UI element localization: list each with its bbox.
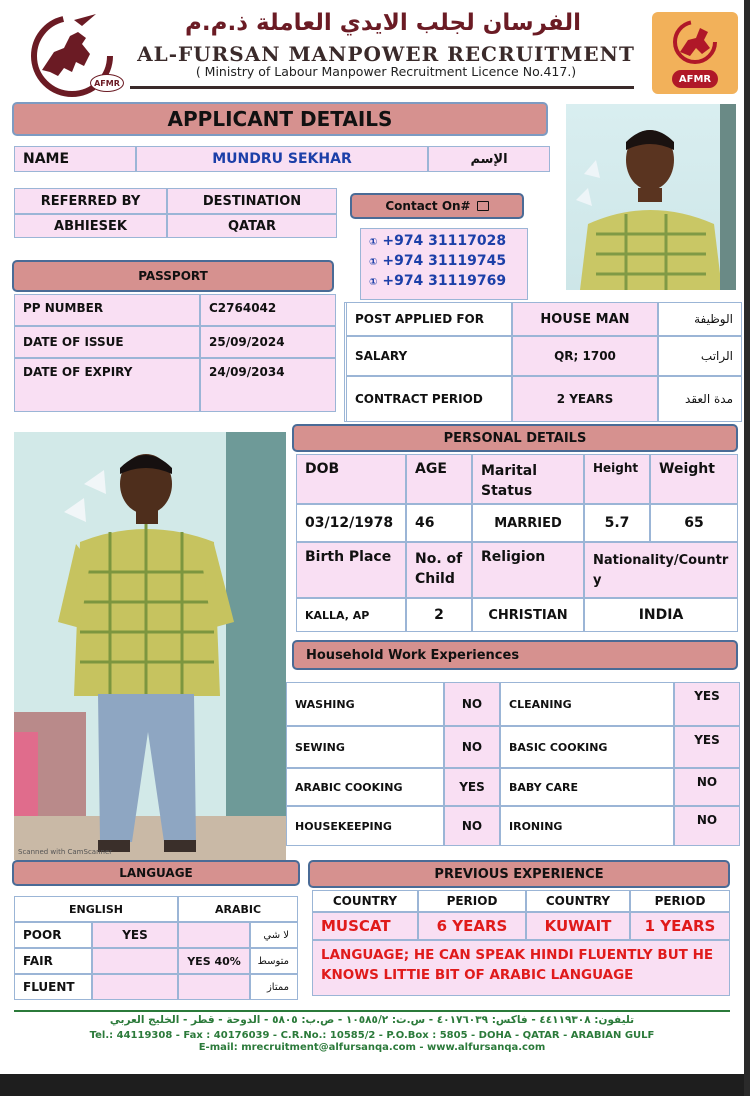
company-logo-left [24,10,128,98]
contract-period-label: CONTRACT PERIOD [346,376,512,422]
housekeeping-label: HOUSEKEEPING [286,806,444,846]
washing-label: WASHING [286,682,444,726]
dob-value: 03/12/1978 [296,504,406,542]
birth-place-value: KALLA, AP [296,598,406,632]
weight-value: 65 [650,504,738,542]
licence-line: ( Ministry of Labour Manpower Recruitment Licence No.417.) [195,64,577,79]
pp-number-value: C2764042 [200,294,336,326]
contact-number-2[interactable]: ① +974 31119745 [369,253,507,269]
contract-period-value: 2 YEARS [512,376,658,422]
ironing-value: NO [674,806,740,846]
fair-english-value [92,948,178,974]
salary-arabic: الراتب [658,336,742,376]
footer-english-contact: Tel.: 44119308 - Fax : 40176039 - C.R.No.: 10585/2 - P.O.Box : 5805 - DOHA - QATAR - ARABIAN GULF [89,1030,655,1041]
contact-number-1[interactable]: ① +974 31117028 [369,233,507,249]
post-applied-label: POST APPLIED FOR [346,302,512,336]
prev-period-value-1: 6 YEARS [418,912,526,940]
referred-by-label: REFERRED BY [14,188,167,214]
height-label: Height [584,454,650,504]
english-column-header: ENGLISH [14,896,178,922]
pp-number-label: PP NUMBER [14,294,200,326]
previous-experience-header: PREVIOUS EXPERIENCE [308,860,730,888]
household-header: Household Work Experiences [292,640,738,670]
letterhead [0,0,750,100]
baby-care-label: BABY CARE [500,768,674,806]
contact-header [350,193,524,219]
cleaning-value: YES [674,682,740,726]
name-value: MUNDRU SEKHAR [136,146,428,172]
name-arabic-label: الإسم [428,146,550,172]
fluent-arabic-label: ممتاز [250,974,298,1000]
company-logo-right [652,12,738,94]
logo-badge-left: AFMR [90,74,124,92]
poor-arabic-label: لا شي [250,922,298,948]
nationality-label: Nationality/Country [584,542,738,598]
post-applied-arabic: الوظيفة [658,302,742,336]
phone-card-icon [477,201,489,211]
no-of-child-value: 2 [406,598,472,632]
birth-place-label: Birth Place [296,542,406,598]
post-applied-value: HOUSE MAN [512,302,658,336]
arabic-column-header: ARABIC [178,896,298,922]
arabic-cooking-label: ARABIC COOKING [286,768,444,806]
nationality-value: INDIA [584,598,738,632]
prev-country-header-1: COUNTRY [312,890,418,912]
fluent-label: FLUENT [14,974,92,1000]
arabic-cooking-value: YES [444,768,500,806]
religion-value: CHRISTIAN [472,598,584,632]
applicant-portrait-photo [566,104,736,290]
arabic-company-name: الفرسان لجلب الايدي العاملة ذ.م.م [185,10,581,36]
salary-label: SALARY [346,336,512,376]
date-of-issue-value: 25/09/2024 [200,326,336,358]
prev-period-value-2: 1 YEARS [630,912,730,940]
age-value: 46 [406,504,472,542]
date-of-issue-label: DATE OF ISSUE [14,326,200,358]
passport-header: PASSPORT [12,260,334,292]
contract-period-arabic: مدة العقد [658,376,742,422]
baby-care-value: NO [674,768,740,806]
fair-label: FAIR [14,948,92,974]
poor-english-value: YES [92,922,178,948]
fluent-english-value [92,974,178,1000]
sewing-label: SEWING [286,726,444,768]
age-label: AGE [406,454,472,504]
ironing-label: IRONING [500,806,674,846]
prev-country-value-1: MUSCAT [312,912,418,940]
header-rule [130,86,634,89]
english-company-name: AL-FURSAN MANPOWER RECRUITMENT [137,42,635,66]
fair-arabic-value: YES 40% [178,948,250,974]
language-header: LANGUAGE [12,860,300,886]
scanner-watermark: Scanned with CamScanner [18,848,113,856]
footer-rule [14,1010,730,1012]
date-of-expiry-value: 24/09/2034 [200,358,336,412]
referred-by-value: ABHIESEK [14,214,167,238]
fluent-arabic-value [178,974,250,1000]
right-border [744,0,750,1096]
poor-arabic-value [178,922,250,948]
weight-label: Weight [650,454,738,504]
prev-country-value-2: KUWAIT [526,912,630,940]
washing-value: NO [444,682,500,726]
salary-value: QR; 1700 [512,336,658,376]
destination-value: QATAR [167,214,337,238]
contact-number-3[interactable]: ① +974 31119769 [369,273,507,289]
personal-details-header: PERSONAL DETAILS [292,424,738,452]
name-label: NAME [14,146,136,172]
prev-country-header-2: COUNTRY [526,890,630,912]
logo-badge-right: AFMR [672,70,718,88]
marital-status-value: MARRIED [472,504,584,542]
dob-label: DOB [296,454,406,504]
cleaning-label: CLEANING [500,682,674,726]
contact-label: Contact On# [385,199,471,213]
prev-period-header-2: PERIOD [630,890,730,912]
basic-cooking-label: BASIC COOKING [500,726,674,768]
housekeeping-value: NO [444,806,500,846]
poor-label: POOR [14,922,92,948]
bottom-border [0,1074,750,1096]
date-of-expiry-label: DATE OF EXPIRY [14,358,200,412]
page-title: APPLICANT DETAILS [12,102,548,136]
basic-cooking-value: YES [674,726,740,768]
prev-period-header-1: PERIOD [418,890,526,912]
footer-email: E-mail: mrecruitment@alfursanqa.com - www.alfursanqa.com [198,1042,546,1053]
height-value: 5.7 [584,504,650,542]
applicant-full-body-photo [14,432,286,860]
no-of-child-label: No. of Child [406,542,472,598]
marital-status-label: Marital Status [472,454,584,504]
religion-label: Religion [472,542,584,598]
sewing-value: NO [444,726,500,768]
horse-rider-icon [652,12,738,72]
language-note: LANGUAGE; HE CAN SPEAK HINDI FLUENTLY BUT HE KNOWS LITTIE BIT OF ARABIC LANGUAGE [312,940,730,996]
contact-numbers-box [360,228,528,300]
fair-arabic-label: متوسط [250,948,298,974]
destination-label: DESTINATION [167,188,337,214]
footer-arabic-contact: تليفون: ٤٤١١٩٣٠٨ - فاكس: ٤٠١٧٦٠٣٩ - س.ت: ١٠٥٨٥/٢ - ص.ب: ٥٨٠٥ - الدوحة - قطر - الخليج العربي [109,1014,635,1026]
